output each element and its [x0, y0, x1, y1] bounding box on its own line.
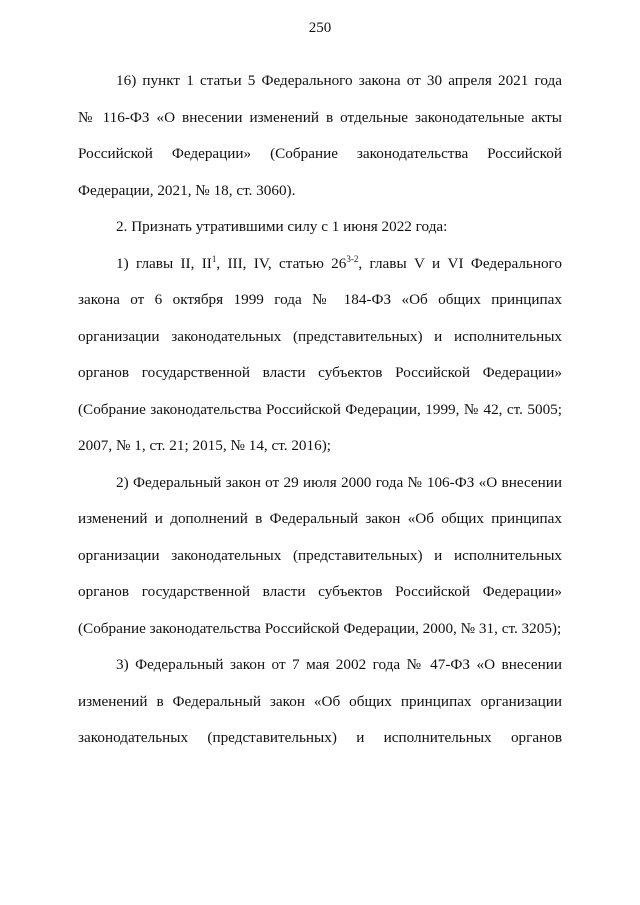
text-line: 2) Федеральный закон от 29 июля 2000 года № 106-ФЗ «О внесении: [116, 473, 562, 491]
text-line: 2. Признать утратившими силу с 1 июня 2022 года:: [116, 218, 448, 235]
text-line: организации законодательных (представительных) и исполнительных: [78, 546, 562, 564]
paragraph-item-16: [78, 63, 562, 209]
text-line: изменений в Федеральный закон «Об общих принципах организации: [78, 692, 562, 710]
paragraph-subitem-2: [78, 465, 562, 648]
text-line: изменений и дополнений в Федеральный закон «Об общих принципах: [78, 510, 562, 527]
text-line: № 116-ФЗ «О внесении изменений в отдельные законодательные акты: [78, 108, 562, 126]
text-fragment: 1) главы II, II: [116, 254, 212, 272]
paragraph-item-2: [78, 209, 562, 246]
text-line: органов государственной власти субъектов Российской Федерации»: [78, 583, 562, 600]
superscript: 3-2: [346, 253, 359, 264]
text-fragment: , главы V и VI Федерального: [358, 254, 562, 272]
text-line: [78, 246, 562, 283]
text-line: Российской Федерации» (Собрание законодательства Российской: [78, 145, 562, 162]
text-line: организации законодательных (представительных) и исполнительных: [78, 327, 562, 345]
text-line: Федерации, 2021, № 18, ст. 3060).: [78, 181, 296, 199]
text-line: закона от 6 октября 1999 года № 184-ФЗ «Об общих принципах: [78, 291, 562, 308]
text-line: (Собрание законодательства Российской Федерации, 1999, № 42, ст. 5005;: [78, 400, 562, 418]
text-line: законодательных (представительных) и исполнительных органов: [78, 729, 562, 746]
page-number: 250: [308, 20, 332, 36]
paragraph-subitem-3: [78, 647, 562, 757]
paragraph-subitem-1: [78, 246, 562, 465]
text-line: 16) пункт 1 статьи 5 Федерального закона от 30 апреля 2021 года: [116, 72, 562, 89]
text-line: 3) Федеральный закон от 7 мая 2002 года № 47-ФЗ «О внесении: [116, 656, 562, 673]
document-body: [78, 63, 562, 757]
text-fragment: , III, IV, статью 26: [216, 254, 347, 272]
text-line: 2007, № 1, ст. 21; 2015, № 14, ст. 2016);: [78, 437, 331, 454]
text-line: органов государственной власти субъектов Российской Федерации»: [78, 364, 562, 381]
superscript: 1: [211, 253, 217, 264]
text-line: (Собрание законодательства Российской Федерации, 2000, № 31, ст. 3205);: [78, 619, 562, 637]
